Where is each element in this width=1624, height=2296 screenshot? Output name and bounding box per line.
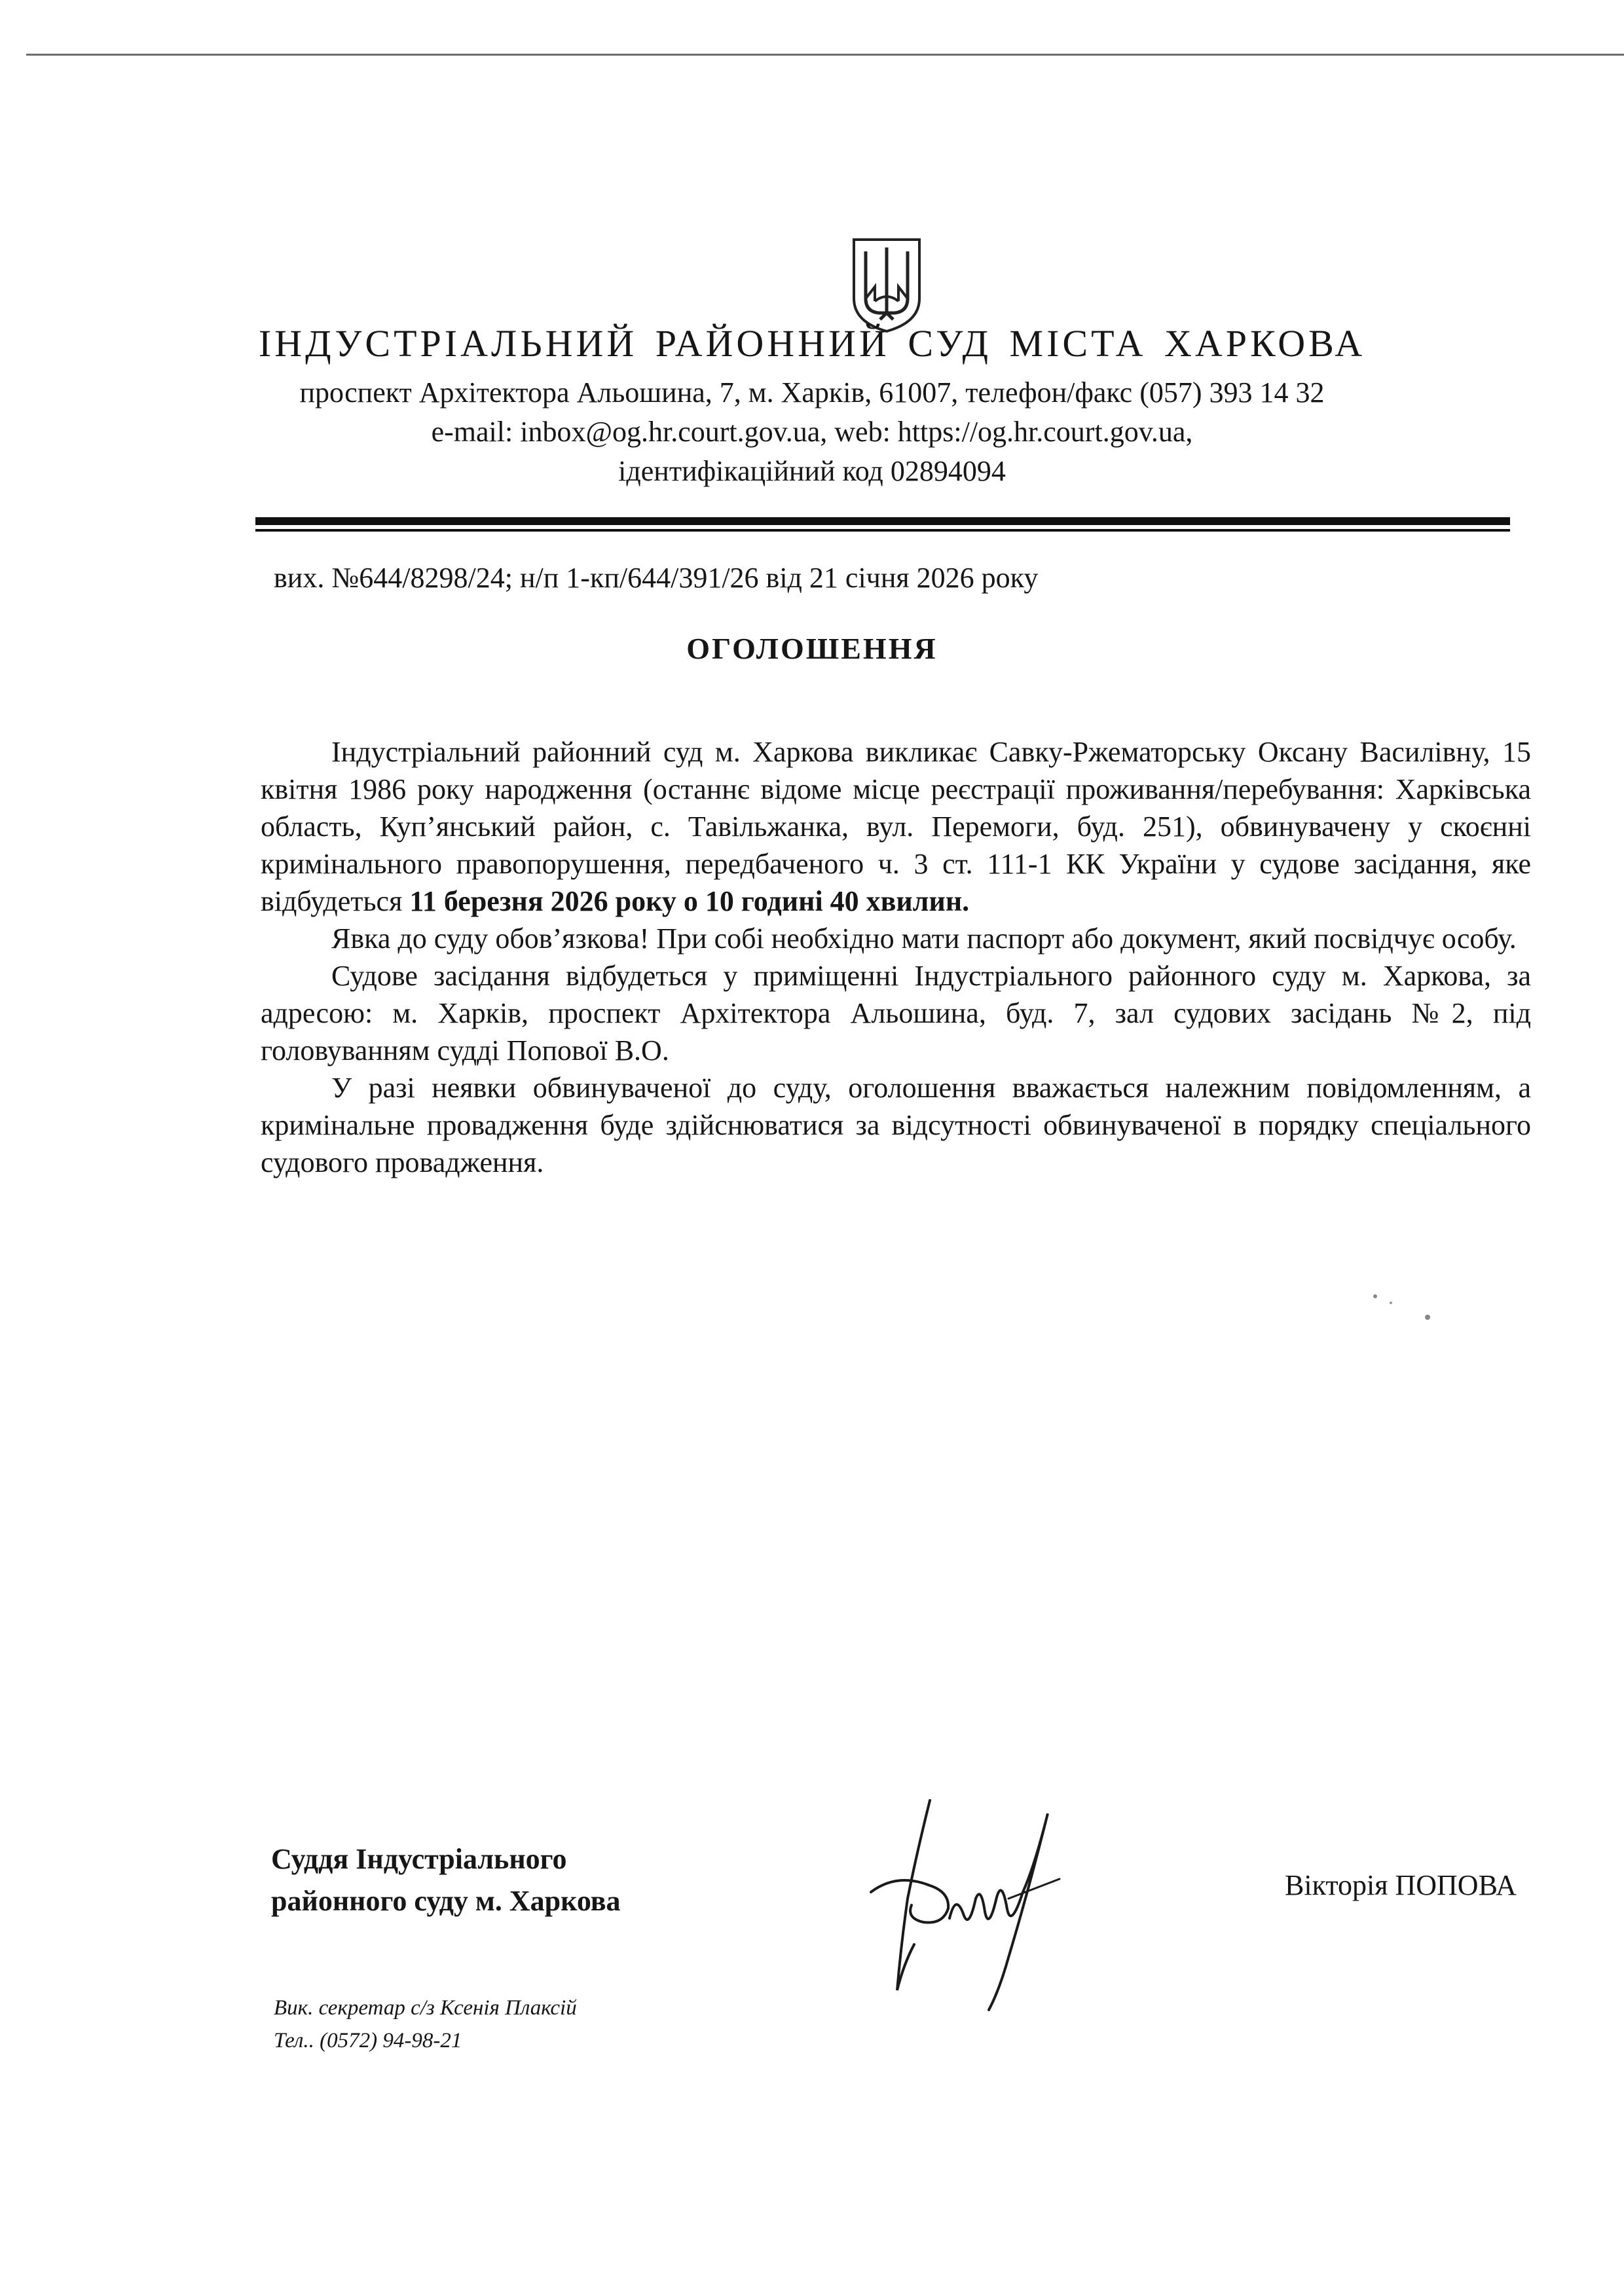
outgoing-reference: вих. №644/8298/24; н/п 1-кп/644/391/26 від 21 січня 2026 року (274, 562, 1039, 594)
court-id-code: ідентифікаційний код 02894094 (618, 455, 1006, 487)
scan-edge-line (26, 54, 1624, 56)
judge-position-line-1: Суддя Індустріального (271, 1843, 567, 1875)
court-name: ІНДУСТРІАЛЬНИЙ РАЙОННИЙ СУД МІСТА ХАРКОВА (258, 322, 1366, 365)
hearing-date: 11 березня 2026 року о 10 годині 40 хвилин. (409, 885, 970, 917)
judge-position (271, 1838, 621, 1922)
body-paragraph-3: Судове засідання відбудеться у приміщенні Індустріального районного суду м. Харкова, за адресою: м. Харків, проспект Архітектора Альошина, буд. 7, зал судових засідань №2, під головуванням судді Попової В.О. (261, 960, 1531, 1066)
announcement-body (261, 733, 1531, 1181)
body-paragraph-2: Явка до суду обов’язкова! При собі необхідно мати паспорт або документ, який посвідчує особу. (331, 922, 1517, 955)
coat-of-arms-icon (849, 236, 925, 334)
summons-text: Індустріальний районний суд м. Харкова викликає Савку-Ржематорську Оксану Василівну, 15 квітня 1986 року народження (останнє відоме місце реєстрації проживання/перебування: Харківська область, Куп’янський район, с. Тавільжанка, вул. Перемоги, буд. 251), обвинувачену у скоєнні кримінального правопорушення, передбаченого ч. 3 ст. 111-1 КК України у судове засідання, яке відбудеться (261, 736, 1531, 917)
secretary-phone: Тел.. (0572) 94-98-21 (274, 2029, 462, 2052)
handwritten-signature (851, 1794, 1087, 2016)
judge-name: Вікторія ПОПОВА (1285, 1869, 1517, 1901)
secretary-info (274, 1992, 577, 2057)
court-contacts: e-mail: inbox@og.hr.court.gov.ua, web: https://og.hr.court.gov.ua, (431, 416, 1193, 448)
body-paragraph-4: У разі неявки обвинуваченої до суду, оголошення вважається належним повідомленням, а кримінальне провадження буде здійснюватися за відсутності обвинуваченої в порядку спеціального судового провадження. (261, 1072, 1531, 1178)
scan-speck-mark (1369, 1283, 1441, 1322)
document-title: ОГОЛОШЕННЯ (686, 632, 938, 665)
judge-position-line-2: районного суду м. Харкова (271, 1885, 621, 1917)
secretary-name: Вик. секретар с/з Ксенія Плаксій (274, 1996, 577, 2020)
court-address: проспект Архітектора Альошина, 7, м. Харків, 61007, телефон/факс (057) 393 14 32 (299, 376, 1325, 409)
body-paragraph-1 (261, 733, 1531, 920)
header-divider-thin (255, 529, 1510, 532)
header-divider-thick (255, 517, 1510, 525)
